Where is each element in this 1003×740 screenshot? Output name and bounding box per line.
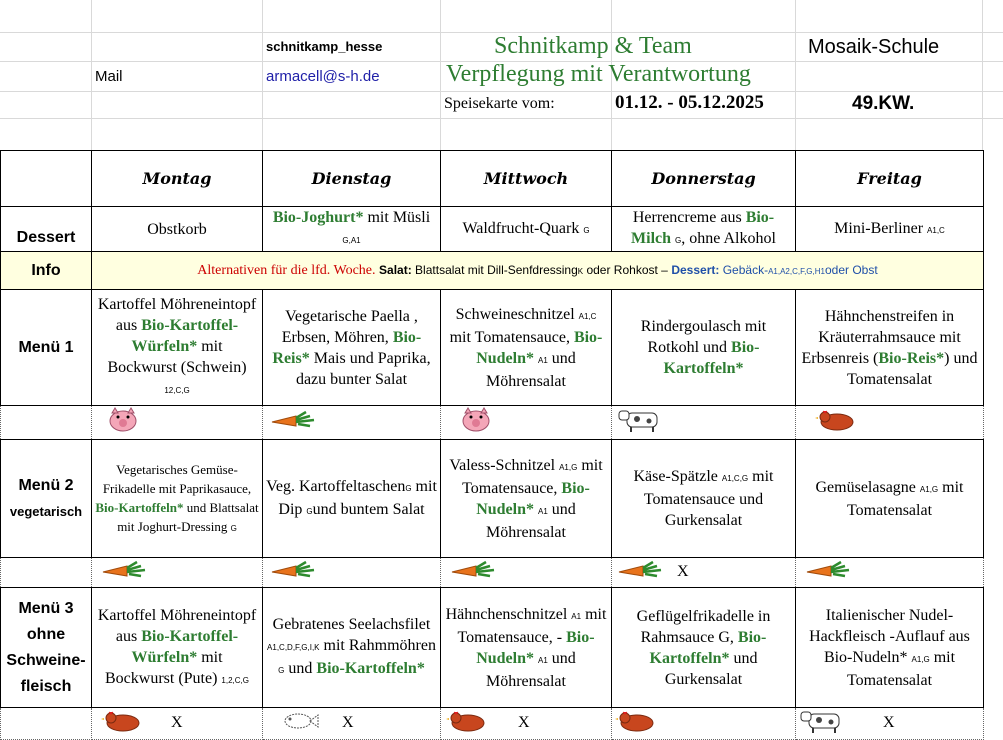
dessert-monday: Obstkorb [92,207,263,252]
day-wednesday: Mittwoch [441,151,612,207]
icon-cell [796,708,984,740]
row-label-info: Info [1,252,92,290]
menu-date-label: Speisekarte vom: [444,95,555,112]
menu1-wednesday: Schweineschnitzel A1,C mit Tomatensauce, Bio-Nudeln* A1 und Möhrensalat [441,290,612,406]
icon-cell [1,708,92,740]
menu3-label-line3: Schweine- [6,651,86,669]
menu1-row [1,290,984,406]
icon-cell [1,406,92,440]
carrot-icon [101,558,149,587]
row-label-menu2 [1,440,92,558]
corner-cell [1,151,92,207]
row-label-menu3 [1,588,92,708]
chicken-icon [815,408,859,437]
row-label-dessert: Dessert [1,207,92,252]
day-thursday: Donnerstag [612,151,796,207]
icon-cell [441,558,612,588]
dessert-wednesday: Waldfrucht-Quark G [441,207,612,252]
icon-cell [796,406,984,440]
icon-cell [92,558,263,588]
menu3-label-line1: Menü 3 [18,599,74,617]
carrot-icon [450,558,498,587]
dessert-row [1,207,984,252]
x-mark: X [677,563,689,581]
day-header-row [1,151,984,207]
x-mark: X [518,714,530,732]
icon-cell [263,708,441,740]
carrot-icon [270,558,318,587]
menu1-icon-row [1,406,984,440]
menu1-friday: Hähnchenstreifen in Kräuterrahmsauce mit Erbsenreis (Bio-Reis*) und Tomatensalat [796,290,984,406]
dessert-tuesday: Bio-Joghurt* mit Müsli G,A1 [263,207,441,252]
menu3-thursday: Geflügelfrikadelle in Rahmsauce G, Bio-Kartoffeln* und Gurkensalat [612,588,796,708]
cow-icon [799,708,847,739]
menu3-label-line2: ohne [26,625,66,643]
row-label-menu1: Menü 1 [1,290,92,406]
date-range: 01.12. - 05.12.2025 [615,92,764,113]
menu2-row [1,440,984,558]
gridline [262,0,263,150]
icon-cell [92,708,263,740]
menu2-label-line2: vegetarisch [9,503,83,519]
menu2-thursday: Käse-Spätzle A1,C,G mit Tomatensauce und Gurkensalat [612,440,796,558]
mail-label: Mail [95,68,123,85]
menu2-friday: Gemüselasagne A1,G mit Tomatensalat [796,440,984,558]
menu3-label-line4: fleisch [20,677,72,695]
company-name: Schnitkamp & Team [494,33,692,59]
menu2-icon-row [1,558,984,588]
icon-cell [441,406,612,440]
gridline [0,118,1003,119]
gridline [440,0,441,150]
day-tuesday: Dienstag [263,151,441,207]
icon-cell [1,558,92,588]
x-mark: X [342,714,354,732]
menu3-tuesday: Gebratenes Seelachsfilet A1,C,D,F,G,I,K mit Rahmmöhren G und Bio-Kartoffeln* [263,588,441,708]
menu3-friday: Italienischer Nudel-Hackfleisch -Auflauf aus Bio-Nudeln* A1,G mit Tomatensalat [796,588,984,708]
info-row [1,252,984,290]
menu-table [0,150,984,740]
menu2-monday: Vegetarisches Gemüse-Frikadelle mit Paprikasauce, Bio-Kartoffeln* und Blattsalat mit Joghurt-Dressing G [92,440,263,558]
day-monday: Montag [92,151,263,207]
menu2-wednesday: Valess-Schnitzel A1,G mit Tomatensauce, Bio-Nudeln* A1 und Möhrensalat [441,440,612,558]
chicken-icon [446,709,490,738]
icon-cell [612,708,796,740]
carrot-icon [805,558,853,587]
icon-cell [612,406,796,440]
day-friday: Freitag [796,151,984,207]
menu1-tuesday: Vegetarische Paella , Erbsen, Möhren, Bio-Reis* Mais und Paprika, dazu bunter Salat [263,290,441,406]
icon-cell [612,558,796,588]
gridline [91,0,92,150]
fish-icon [280,710,320,737]
week-number: 49.KW. [852,93,915,114]
x-mark: X [883,714,895,732]
school-name: Mosaik-Schule [808,36,940,58]
menu1-monday: Kartoffel Möhreneintopf aus Bio-Kartoffel-Würfeln* mit Bockwurst (Schwein) 12,C,G [92,290,263,406]
icon-cell [263,406,441,440]
chicken-icon [101,709,145,738]
info-text: Alternativen für die lfd. Woche. Salat: Blattsalat mit Dill-SenfdressingK oder Rohkost – Dessert: Gebäck-A1,A2,C,F,G,H1oder Obst [92,252,984,290]
cow-icon [617,407,665,438]
menu3-monday: Kartoffel Möhreneintopf aus Bio-Kartoffel-Würfeln* mit Bockwurst (Pute) 1,2,C,G [92,588,263,708]
chicken-icon [615,709,659,738]
carrot-icon [617,558,665,587]
pig-icon [458,406,494,439]
gridline [982,0,983,150]
icon-cell [441,708,612,740]
dessert-thursday: Herrencreme aus Bio-Milch G, ohne Alkohol [612,207,796,252]
gridline [0,91,1003,92]
dessert-friday: Mini-Berliner A1,C [796,207,984,252]
icon-cell [263,558,441,588]
icon-cell [92,406,263,440]
pig-icon [105,406,141,439]
contact-name: schnitkamp_hesse [266,39,383,54]
menu1-thursday: Rindergoulasch mit Rotkohl und Bio-Kartoffeln* [612,290,796,406]
carrot-icon [270,408,318,437]
menu3-row [1,588,984,708]
x-mark: X [171,714,183,732]
menu2-label-line1: Menü 2 [18,476,74,494]
slogan: Verpflegung mit Verantwortung [446,61,751,87]
menu3-icon-row [1,708,984,740]
icon-cell [796,558,984,588]
gridline [795,0,796,150]
menu3-wednesday: Hähnchenschnitzel A1 mit Tomatensauce, - Bio-Nudeln* A1 und Möhrensalat [441,588,612,708]
menu2-tuesday: Veg. KartoffeltaschenG mit Dip Gund buntem Salat [263,440,441,558]
mail-address[interactable]: armacell@s-h.de [266,68,380,85]
